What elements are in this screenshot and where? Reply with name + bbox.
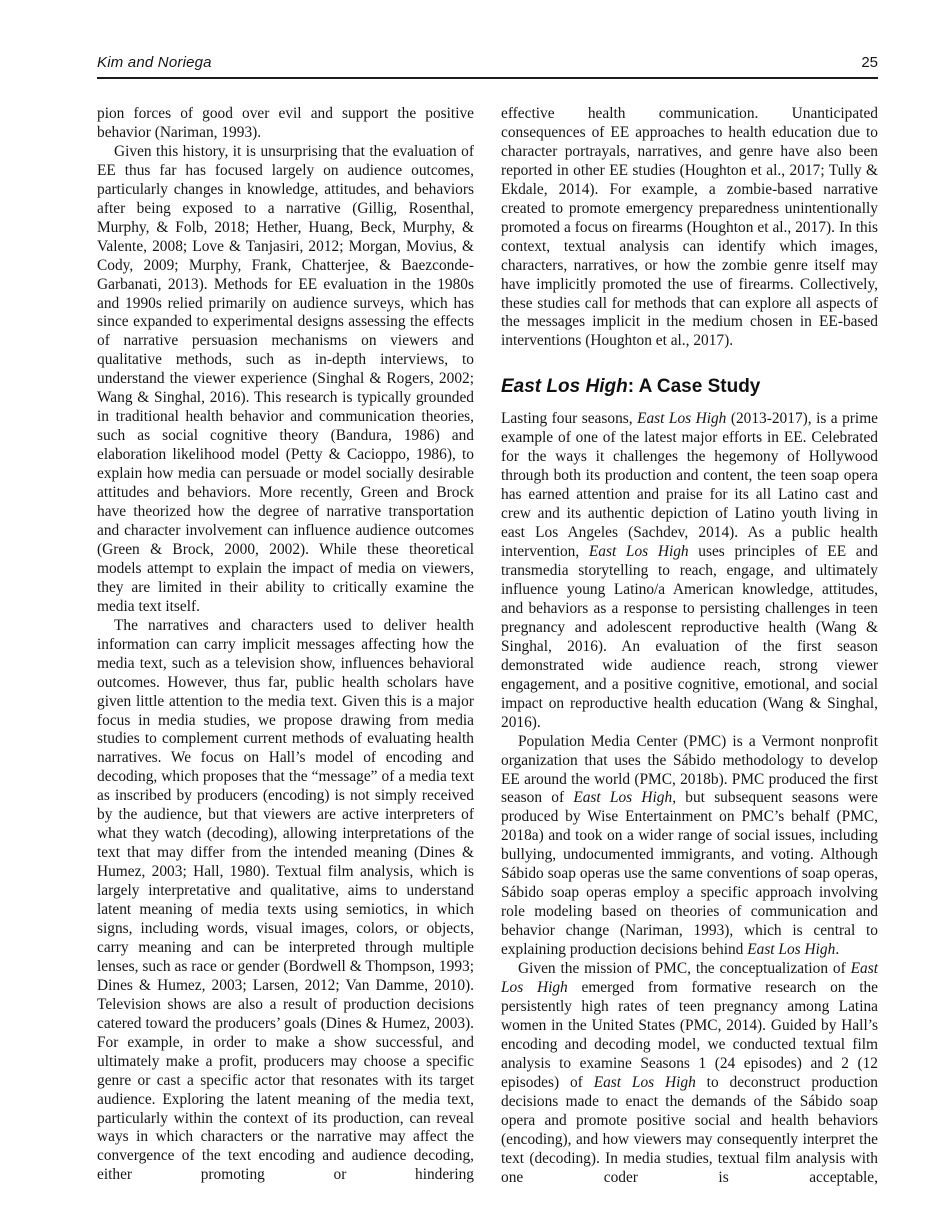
text-segment: Given the mission of PMC, the conceptualization of [518, 960, 851, 978]
text-segment: effective health communication. Unanticipated consequences of EE approaches to health education due to character portrayals, narratives, and genre have also been reported in other EE studies (Houghton et al., 2017; Tully & Ekdale, 2014). For example, a zombie-based narrative created to promote emergency preparedness unintentionally promoted a focus on firearms (Houghton et al., 2017). In this context, textual analysis can identify which images, characters, narratives, or how the zombie genre itself may have implicitly promoted the use of firearms. Collectively, these studies call for methods that can explore all aspects of the messages implicit in the medium chosen in EE-based interventions (Houghton et al., 2017). [501, 105, 878, 350]
paragraph [501, 960, 878, 1187]
text-segment: : A Case Study [627, 376, 761, 398]
content-columns [97, 105, 878, 1187]
text-segment: . [835, 941, 840, 959]
section-heading [501, 376, 878, 398]
text-segment: emerged from formative research on the persistently high rates of teen pregnancy among Latina women in the United States (PMC, 2014). Guided by Hall’s encoding and decoding model, we conducted textual film analysis to examine Seasons 1 (24 episodes) and 2 (12 episodes) of [501, 978, 879, 1091]
text-segment: The narratives and characters used to deliver health information can carry implicit messages affecting how the media text, such as a television show, influences behavioral outcomes. However, thus far, public health scholars have given little attention to the media text. Given this is a major focus in media studies, we propose drawing from media studies to complement current methods of evaluating health narratives. We focus on Hall’s model of encoding and decoding, which proposes that the “message” of a media text as inscribed by producers (encoding) is not simply received by the audience, but that viewers are active interpreters of what they watch (decoding), allowing interpretations of the text that may differ from the intended meaning (Dines & Humez, 2003; Hall, 1980). Textual film analysis, which is largely interpretative and qualitative, aims to understand latent meaning of media texts using semiotics, in which signs, including words, visual images, colors, or objects, carry meaning and can be interpreted through multiple lenses, such as race or gender (Bordwell & Thompson, 1993; Dines & Humez, 2003; Larsen, 2012; Van Damme, 2010). Television shows are also a result of production decisions catered toward the producers’ goals (Dines & Humez, 2003). For example, in order to make a show successful, and ultimately make a profit, producers may choose a specific genre or cast a specific actor that resonates with its target audience. Exploring the latent meaning of the media text, particularly within the context of its production, can reveal ways in which characters or the narrative may affect the convergence of the text encoding and audience decoding, either promoting or hindering [97, 616, 474, 1184]
running-head: Kim and Noriega [97, 54, 212, 71]
paragraph [501, 410, 878, 732]
text-segment: East Los High [501, 376, 628, 398]
text-segment: East Los High [573, 789, 673, 807]
left-column [97, 105, 474, 1187]
text-segment: uses principles of EE and transmedia storytelling to reach, engage, and ultimately influence young Latino/a American knowledge, attitudes, and behaviors as a response to persisting challenges in teen pregnancy and adolescent reproductive health (Wang & Singhal, 2016). An evaluation of the first season demonstrated wide audience reach, strong viewer engagement, and a positive cognitive, emotional, and social impact on reproductive health education (Wang & Singhal, 2016). [501, 543, 878, 731]
text-segment: Population Media Center (PMC) is a Vermont nonprofit organization that uses the Sábido methodology to develop EE around the world (PMC, 2018b). PMC produced the first season of [501, 732, 878, 807]
text-segment: East Los High [637, 410, 727, 428]
text-segment: East Los High [747, 941, 836, 959]
text-segment: East Los High [593, 1073, 696, 1091]
text-segment: Given this history, it is unsurprising that the evaluation of EE thus far has focused largely on audience outcomes, particularly changes in knowledge, attitudes, and behaviors after being exposed to a narrative (Gillig, Rosenthal, Murphy, & Folb, 2018; Hether, Huang, Beck, Murphy, & Valente, 2008; Love & Tanjasiri, 2012; Morgan, Movius, & Cody, 2009; Murphy, Frank, Chatterjee, & Baezconde-Garbanati, 2013). Methods for EE evaluation in the 1980s and 1990s relied primarily on audience surveys, which has since expanded to experimental designs assessing the effects of narrative persuasion mechanisms on viewers and qualitative methods, such as in-depth interviews, to understand the viewer experience (Singhal & Rogers, 2002; Wang & Singhal, 2016). This research is typically grounded in traditional health behavior and communication theories, such as social cognitive theory (Bandura, 1986) and elaboration likelihood model (Petty & Cacioppo, 1986), to explain how media can persuade or model socially desirable attitudes and behaviors. More recently, Green and Brock have theorized how the degree of narrative transportation and character involvement can influence audience outcomes (Green & Brock, 2000, 2002). While these theoretical models attempt to explain the impact of media on viewers, they are limited in their ability to critically examine the media text itself. [97, 142, 474, 615]
paragraph [501, 105, 878, 351]
text-segment: Lasting four seasons, [501, 410, 638, 428]
right-column [501, 105, 878, 1187]
page-header [97, 54, 878, 79]
paragraph [97, 105, 474, 143]
text-segment: (2013-2017), is a prime example of one of the latest major efforts in EE. Celebrated for the ways it challenges the hegemony of Hollywood through both its production and content, the teen soap opera has earned attention and praise for its all Latino cast and crew and its authentic depiction of Latino youth living in east Los Angeles (Sachdev, 2014). As a public health intervention, [501, 410, 878, 561]
text-segment: to deconstruct production decisions made to enact the demands of the Sábido soap opera and promote positive social and health behaviors (encoding), and how viewers may consequently interpret the text (decoding). In media studies, textual film analysis with one coder is acceptable, [501, 1073, 878, 1186]
paragraph [501, 733, 878, 960]
text-segment: , but subsequent seasons were produced by Wise Entertainment on PMC’s behalf (PMC, 2018a) and took on a wider range of social issues, including bullying, undocumented immigrants, and voting. Although Sábido soap operas use the same conventions of soap operas, Sábido soap operas employ a specific approach involving role modeling based on theories of communication and behavior change (Nariman, 1993), which is central to explaining production decisions behind [501, 789, 878, 959]
text-segment: East Los High [501, 960, 878, 996]
paragraph [97, 143, 474, 617]
text-segment: pion forces of good over evil and support the positive behavior (Nariman, 1993). [97, 105, 474, 141]
paragraph [97, 617, 474, 1186]
text-segment: East Los High [588, 543, 689, 561]
page-number: 25 [861, 54, 878, 71]
